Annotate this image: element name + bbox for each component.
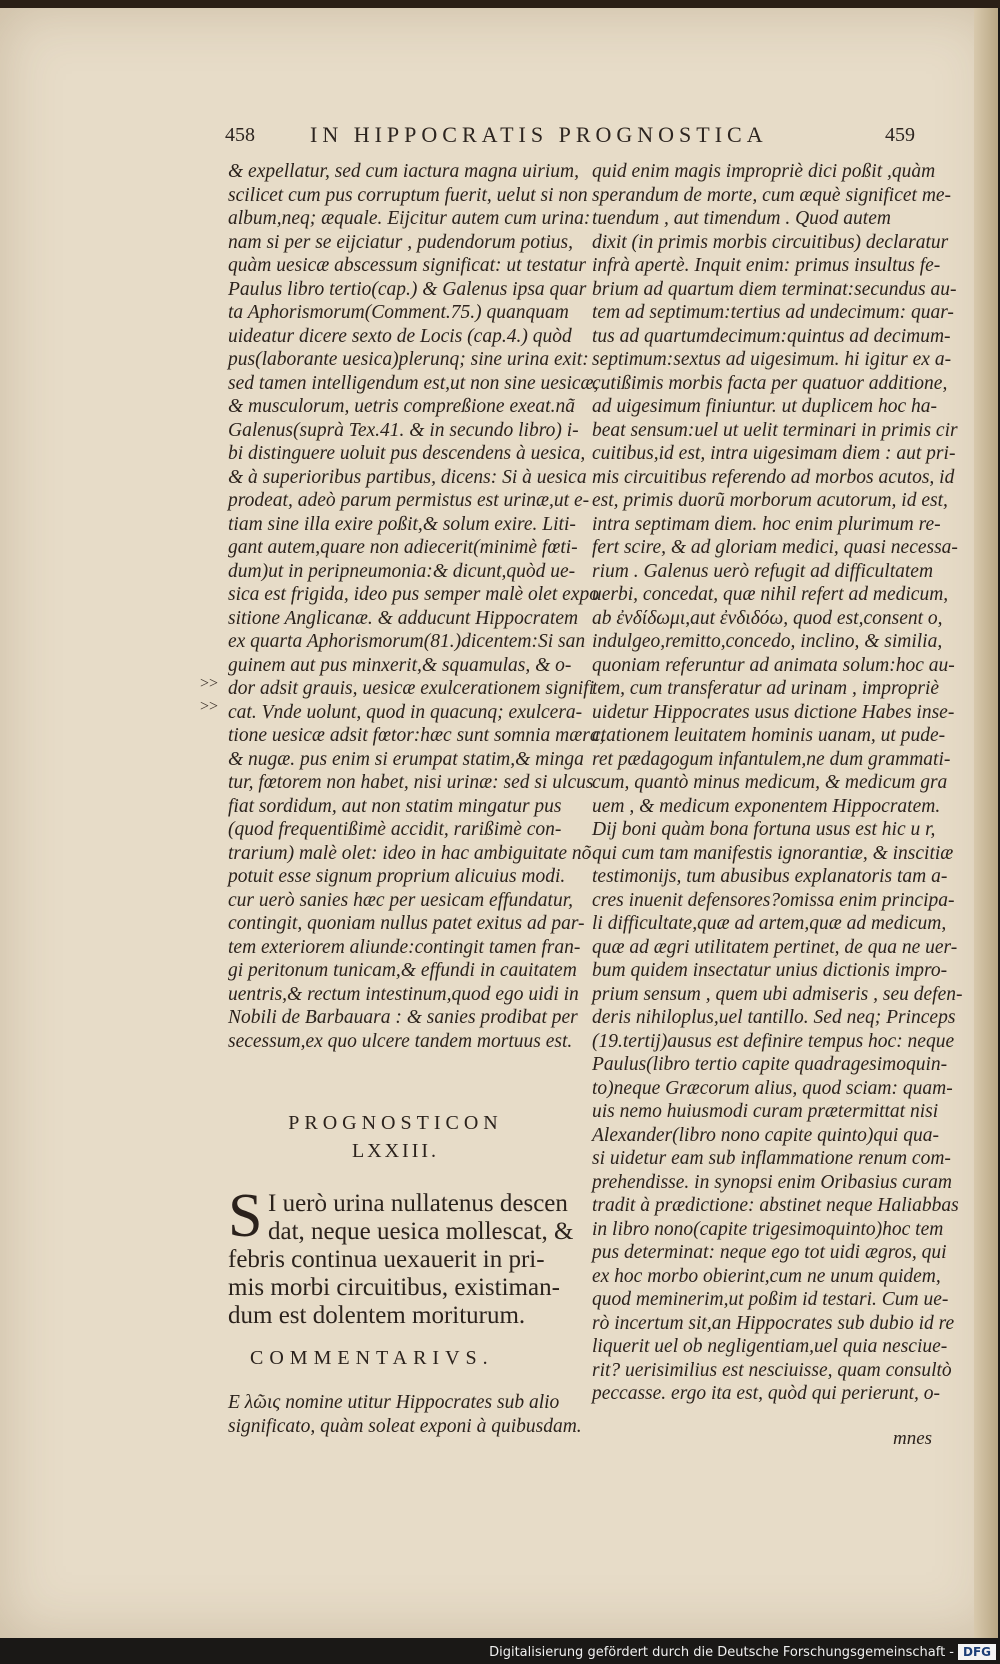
text-line: uideatur dicere sexto de Locis (cap.4.) quòd xyxy=(228,325,572,347)
running-title: IN HIPPOCRATIS PROGNOSTICA xyxy=(310,122,768,147)
text-line: li difficultate,quæ ad artem,quæ ad medicum, xyxy=(592,913,947,934)
text-line: beat sensum:uel ut uelit terminari in primis cir xyxy=(592,419,958,441)
left-column xyxy=(228,160,605,1053)
text-line: dum)ut in peripneumonia:& dicunt,quòd ue- xyxy=(228,560,576,582)
text-line: tus ad quartumdecimum:quintus ad decimum- xyxy=(592,325,951,347)
text-line: si uidetur eam sub inflammatione renum com- xyxy=(592,1148,951,1169)
text-line: indulgeo,remitto,concedo, inclino, & similia, xyxy=(592,631,943,652)
text-line: guinem aut pus minxerit,& squamulas, & o- xyxy=(228,654,572,676)
text-line: nam si per se eijciatur , pudendorum potius, xyxy=(228,231,574,253)
text-line: testimonijs, tum abusibus explanatoris tam a- xyxy=(592,866,948,887)
text-line: (19.tertij)ausus est definire tempus hoc: neque xyxy=(592,1030,955,1052)
text-line: sitione Anglicanæ. & adducunt Hippocratem xyxy=(228,607,579,629)
drop-capital: S xyxy=(228,1182,263,1250)
text-line: ab ἐνδίδωμι,aut ἐνδιδόω, quod est,consent o, xyxy=(592,607,943,629)
page-number-right: 459 xyxy=(885,124,915,146)
text-line: cuitibus,id est, intra uigesimam diem : aut pri- xyxy=(592,443,956,464)
text-line: pus(laborante uesica)plerunq; sine urina exit: xyxy=(228,349,589,370)
text-line: rium . Galenus uerò refugit ad difficultatem xyxy=(592,560,934,582)
text-line: bum quidem insectatur unius dictionis impro- xyxy=(592,960,948,981)
text-line: fiat sordidum, aut non statim mingatur pus xyxy=(228,795,562,817)
text-line: cat. Vnde uolunt, quod in quacunq; exulcera- xyxy=(228,701,583,723)
text-line: est, primis duorũ morborum acutorum, id est, xyxy=(592,490,948,511)
text-line: tem ad septimum:tertius ad undecimum: quar- xyxy=(592,302,954,323)
text-line: mis circuitibus referendo ad morbos acutos, id xyxy=(592,466,955,488)
text-line: E λῶις nomine utitur Hippocrates sub alio xyxy=(228,1392,560,1413)
text-line: cum, quantò minus medicum, & medicum gra xyxy=(592,772,948,793)
aphorism-line: mis morbi circuitibus, existiman- xyxy=(228,1274,560,1301)
text-line: potuit esse signum proprium alicuius modi. xyxy=(228,866,566,887)
text-line: (quod frequentißimè accidit, rarißimè con- xyxy=(228,819,562,840)
text-line: qui cum tam manifestis ignorantiæ, & inscitiæ xyxy=(592,842,954,864)
text-line: ctationem leuitatem hominis uanam, ut pude- xyxy=(592,725,946,746)
text-line: tuendum , aut timendum . Quod autem xyxy=(592,208,891,229)
text-line: bi distinguere uoluit pus descendens à uesica, xyxy=(228,443,586,464)
text-line: ad uigesimum finiuntur. ut duplicem hoc ha- xyxy=(592,396,938,417)
section-title: PROGNOSTICON xyxy=(288,1112,503,1134)
text-line: tem, cum transferatur ad urinam , impropriè xyxy=(592,678,940,699)
text-line: Alexander(libro nono capite quinto)qui qua- xyxy=(592,1124,939,1146)
margin-mark: >> xyxy=(200,698,219,715)
text-line: tione uesicæ adsit fœtor:hæc sunt somnia mæra, xyxy=(228,725,605,746)
commentary-heading: COMMENTARIVS. xyxy=(250,1347,494,1369)
footer-credit: Digitalisierung gefördert durch die Deutsche Forschungsgemeinschaft - xyxy=(489,1645,954,1660)
text-line: Paulus libro tertio(cap.) & Galenus ipsa quar xyxy=(228,278,587,300)
text-line: secessum,ex quo ulcere tandem mortuus est. xyxy=(228,1030,573,1052)
text-line: ex hoc morbo obierint,cum ne unum quidem, xyxy=(592,1265,941,1287)
aphorism-line: dum est dolentem moriturum. xyxy=(228,1302,526,1329)
text-line: infrà apertè. Inquit enim: primus insultus fe- xyxy=(592,255,941,276)
text-line: gant autem,quare non adiecerit(minimè fœti- xyxy=(228,537,578,558)
text-line: uis nemo huiusmodi curam prætermittat nisi xyxy=(592,1101,939,1122)
aphorism-line: dat, neque uesica mollescat, & xyxy=(268,1218,574,1245)
text-line: pus determinat: neque ego tot uidi ægros, qui xyxy=(592,1242,947,1263)
text-line: scilicet cum pus corruptum fuerit, uelut si non xyxy=(228,184,588,206)
text-line: rò incertum sit,an Hippocrates sub dubio id re xyxy=(592,1312,955,1334)
text-line: quid enim magis impropriè dici poßit ,quàm xyxy=(592,161,936,182)
text-line: contingit, quoniam nullus patet exitus ad par- xyxy=(228,913,585,934)
page-header xyxy=(225,122,915,152)
margin-mark: >> xyxy=(200,675,219,692)
right-column xyxy=(592,160,963,1406)
text-line: album,neq; æquale. Eijcitur autem cum urina: xyxy=(228,208,591,229)
text-line: deris nihiloplus,uel tantillo. Sed neq; Princeps xyxy=(592,1007,956,1028)
text-line: ta Aphorismorum(Comment.75.) quanquam xyxy=(228,302,569,323)
section-number: LXXIII. xyxy=(351,1140,440,1162)
text-line: uem , & medicum exponentem Hippocratem. xyxy=(592,795,941,817)
text-line: Galenus(suprà Tex.41. & in secundo libro) i- xyxy=(228,419,579,441)
aphorism-line: febris continua uexauerit in pri- xyxy=(228,1246,545,1273)
text-line: significato, quàm soleat exponi à quibusdam. xyxy=(228,1415,582,1437)
text-line: prodeat, adeò parum permistus est urinæ,ut e- xyxy=(228,490,590,511)
catchword: mnes xyxy=(893,1428,933,1449)
text-line: sica est frigida, ideo pus semper malè olet expo xyxy=(228,584,599,605)
text-line: intra septimam diem. hoc enim plurimum re- xyxy=(592,513,941,535)
text-line: liquerit uel ob negligentiam,uel quia nesciue- xyxy=(592,1336,948,1357)
text-line: trarium) malè olet: ideo in hac ambiguitate nõ xyxy=(228,842,592,864)
aphorism-line: I uerò urina nullatenus descen xyxy=(268,1190,568,1217)
text-line: quod meminerim,ut poßim id testari. Cum ue- xyxy=(592,1289,949,1310)
text-line: gi peritonum tunicam,& effundi in cauitatem xyxy=(228,960,577,981)
text-line: quæ ad ægri utilitatem pertinet, de qua ne uer- xyxy=(592,936,958,958)
text-line: Paulus(libro tertio capite quadragesimoquin- xyxy=(592,1054,948,1075)
text-line: prium sensum , quem ubi admiseris , seu defen- xyxy=(592,983,963,1005)
commentary-text xyxy=(228,1391,582,1438)
text-line: dor adsit grauis, uesicæ exulcerationem signifi xyxy=(228,678,595,699)
text-line: cutißimis morbis facta per quatuor additione, xyxy=(592,372,948,394)
text-line: rit? uerisimilius est nesciuisse, quam consultò xyxy=(592,1359,952,1381)
text-line: tur, fœtorem non habet, nisi urinæ: sed si ulcus xyxy=(228,772,594,793)
text-line: uerbi, concedat, quæ nihil refert ad medicum, xyxy=(592,584,949,605)
text-line: & expellatur, sed cum iactura magna uirium, xyxy=(228,161,579,182)
text-line: brium ad quartum diem terminat:secundus au- xyxy=(592,278,957,300)
text-line: Dij boni quàm bona fortuna usus est hic u r, xyxy=(592,819,936,840)
page-gutter xyxy=(974,8,998,1638)
text-line: ex quarta Aphorismorum(81.)dicentem:Si san xyxy=(228,631,586,652)
quotation-marks xyxy=(200,672,218,718)
text-line: quàm uesicæ abscessum significat: ut testatur xyxy=(228,255,587,276)
text-line: dixit (in primis morbis circuitibus) declaratur xyxy=(592,231,949,253)
text-line: & nugæ. pus enim si erumpat statim,& minga xyxy=(228,748,584,770)
text-line: tradit à prædictione: abstinet neque Haliabbas xyxy=(592,1195,959,1216)
text-line: uentris,& rectum intestinum,quod ego uidi in xyxy=(228,983,579,1005)
text-line: sed tamen intelligendum est,ut non sine uesicæ, xyxy=(228,372,599,394)
text-line: Nobili de Barbauara : & sanies prodibat per xyxy=(228,1007,578,1028)
text-line: to)neque Græcorum alius, quod sciam: quam- xyxy=(592,1077,953,1099)
page-number-left: 458 xyxy=(225,124,255,146)
text-line: quoniam referuntur ad animata solum:hoc au- xyxy=(592,654,955,676)
text-line: fert scire, & ad gloriam medici, quasi necessa- xyxy=(592,537,958,558)
scan-top-edge xyxy=(0,0,1000,8)
text-line: & à superioribus partibus, dicens: Si à uesica xyxy=(228,466,587,488)
aphorism-text xyxy=(228,1182,574,1330)
text-line: in libro nono(capite trigesimoquinto)hoc tem xyxy=(592,1218,944,1240)
text-line: ret pædagogum infantulem,ne dum grammati- xyxy=(592,748,951,770)
text-line: tiam sine illa exire poßit,& solum exire. Liti- xyxy=(228,513,576,535)
digitization-footer xyxy=(0,1642,1000,1664)
text-line: septimum:sextus ad uigesimum. hi igitur ex a- xyxy=(592,349,952,370)
text-line: sperandum de morte, cum æquè significet me- xyxy=(592,184,952,206)
dfg-logo: DFG xyxy=(958,1644,996,1660)
text-line: tem exteriorem aliunde:contingit tamen fran- xyxy=(228,936,581,958)
text-line: prehendisse. in synopsi enim Oribasius curam xyxy=(592,1171,953,1193)
text-line: cres inuenit defensores?omissa enim principa- xyxy=(592,889,955,911)
text-line: & musculorum, uetris compreßione exeat.nã xyxy=(228,396,575,417)
text-line: peccasse. ergo ita est, quòd qui perierunt, o- xyxy=(592,1383,941,1404)
text-line: uidetur Hippocrates usus dictione Habes inse- xyxy=(592,701,955,723)
text-line: cur uerò sanies hæc per uesicam effundatur, xyxy=(228,889,574,911)
